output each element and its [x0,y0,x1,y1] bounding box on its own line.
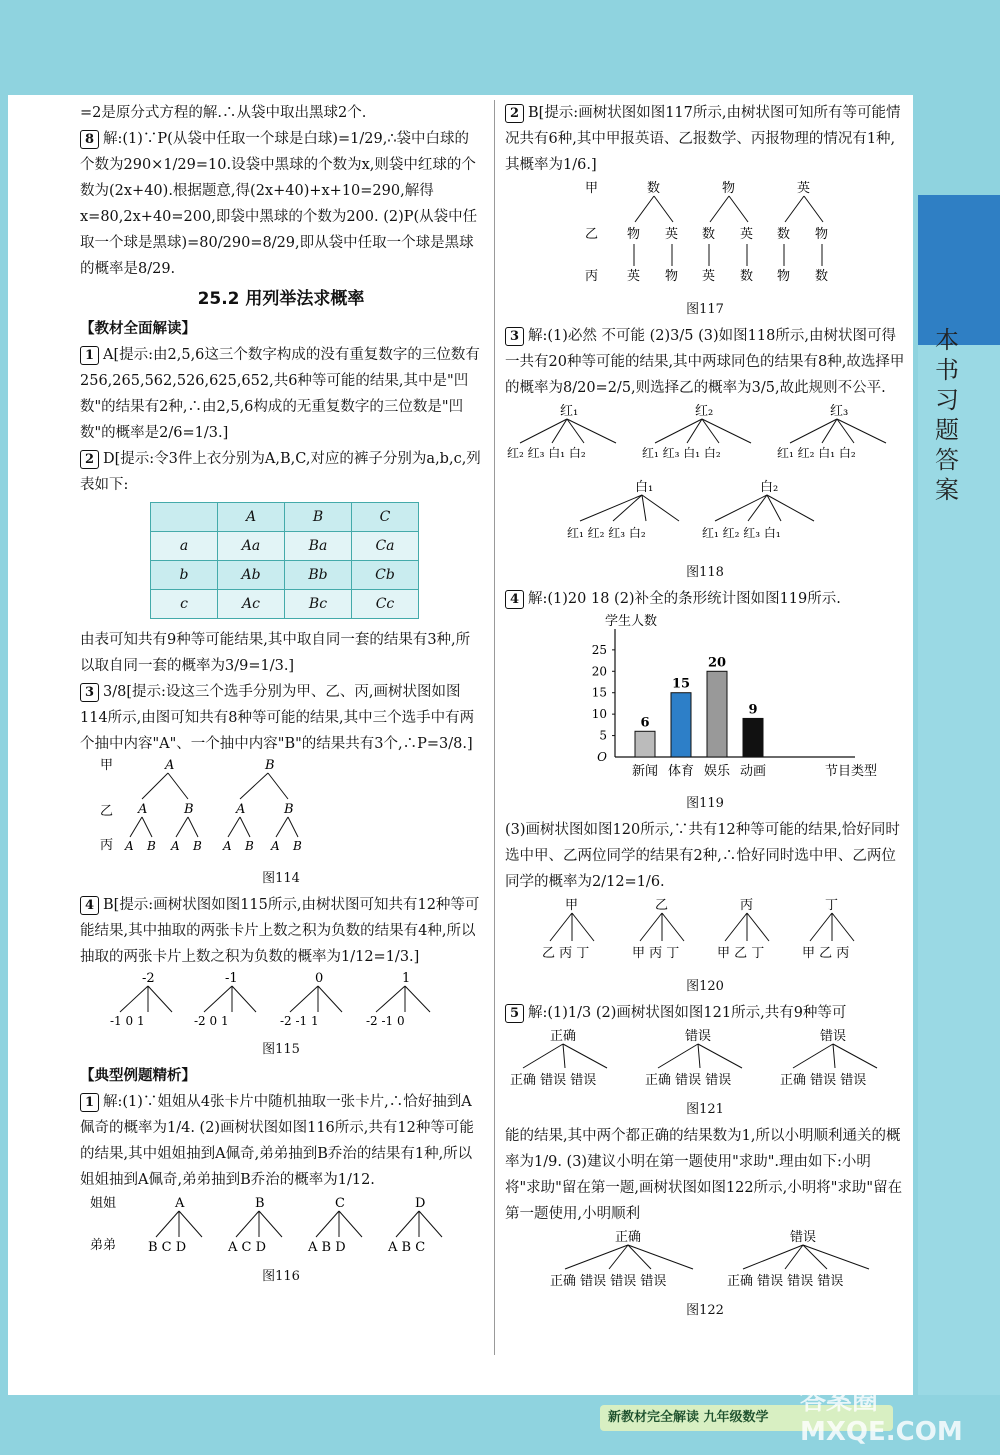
table-cell: a [151,532,218,561]
table-cell: Cc [352,590,419,619]
y-tick-label: 5 [599,728,607,743]
bar-value-label: 20 [707,655,727,671]
table-cell: Ab [218,561,285,590]
table-cell: C [352,503,419,532]
svg-text:数: 数 [740,269,754,284]
left-column [80,100,482,1290]
svg-text:B: B [265,758,275,773]
svg-text:物: 物 [777,269,791,284]
fig-115-caption: 图115 [262,1042,300,1057]
table-cell: Bb [285,561,352,590]
svg-text:正确 错误 错误: 正确 错误 错误 [780,1073,867,1088]
svg-text:正确: 正确 [615,1230,642,1245]
svg-text:白₁: 白₁ [635,480,654,495]
svg-text:红₁ 红₂ 白₁ 白₂: 红₁ 红₂ 白₁ 白₂ [777,446,856,460]
tree-diagram-116 [80,1193,470,1255]
subheading-examples: 【典型例题精析】 [80,1068,196,1084]
table-row [151,590,419,619]
a2-block [80,446,482,498]
c4-block [505,586,905,612]
bar-value-label: 15 [671,676,691,692]
a1-block [80,342,482,446]
footer-banner: 新教材完全解读 九年级数学 [600,1405,893,1431]
svg-text:白₂: 白₂ [760,480,779,495]
table-cell: Cb [352,561,419,590]
x-axis-label: 节目类型 [825,764,878,779]
table-cell: Aa [218,532,285,561]
svg-text:红₂: 红₂ [695,404,714,419]
a3-block [80,679,482,757]
table-row [151,561,419,590]
table-cell: B [285,503,352,532]
svg-text:1: 1 [402,971,411,986]
category-label: 体育 [667,764,695,779]
table-cell: A [218,503,285,532]
svg-text:数: 数 [702,227,716,242]
svg-text:B: B [284,802,294,817]
svg-text:B: B [193,839,202,853]
svg-text:甲: 甲 [100,758,114,773]
c5-text-2: 能的结果,其中两个都正确的结果数为1,所以小明顺利通关的概率为1/9. (3)建议小明在第一题使用"求助".理由如下:小明将"求助"留在第一题,画树状图如图122所示,小明将"求助"留在第一题使用,小明顺利 [505,1128,903,1222]
svg-text:正确 错误 错误 错误: 正确 错误 错误 错误 [727,1274,844,1289]
c4-text: 解:(1)20 18 (2)补全的条形统计图如图119所示. [528,591,841,607]
svg-text:英: 英 [740,227,754,242]
c3-number: 3 [505,327,524,346]
a2-after-text: 由表可知共有9种等可能结果,其中取自同一套的结果有3种,所以取自同一套的概率为3/9=1/3.] [80,632,471,674]
bar [671,693,691,757]
b1-block [80,1089,482,1193]
fig-119-caption: 图119 [686,796,724,811]
b1-text: 解:(1)∵姐姐从4张卡片中随机抽取一张卡片,∴恰好抽到A佩奇的概率为1/4. (2)画树状图如图116所示,共有12种等可能的结果,其中姐姐抽到A佩奇,弟弟抽到B乔治的结果有1种,所以姐姐抽到A佩奇,弟弟抽到B乔治的概率为1/12. [80,1094,474,1188]
table-row [151,532,419,561]
svg-text:甲 乙 丙: 甲 乙 丙 [802,946,850,961]
subheading-textbook: 【教材全面解读】 [80,321,196,337]
svg-text:丙: 丙 [100,838,114,853]
svg-text:乙: 乙 [100,804,114,819]
svg-text:物: 物 [815,227,829,242]
tree-diagram-118 [505,401,905,551]
svg-text:乙: 乙 [655,898,669,913]
svg-text:-2 0 1: -2 0 1 [194,1014,229,1028]
y-tick-label: 25 [591,642,607,657]
svg-text:A: A [236,802,246,817]
svg-text:-2: -2 [142,971,155,986]
table-cell: Ba [285,532,352,561]
c4-number: 4 [505,590,524,609]
column-divider [494,100,495,1355]
c2-text: B[提示:画树状图如图117所示,由树状图可知所有等可能情况共有6种,其中甲报英语、乙报数学、丙报物理的情况有1种,其概率为1/6.] [505,105,901,173]
watermark-logo: 答案圈 MXQE.COM [800,1386,963,1447]
y-tick-label: 15 [591,685,607,700]
svg-text:-1: -1 [225,971,238,986]
fig-116-caption: 图116 [262,1269,300,1284]
category-label: 动画 [739,764,767,779]
svg-text:-2 -1 0: -2 -1 0 [366,1014,405,1028]
table-cell: Ac [218,590,285,619]
table-cell [151,503,218,532]
svg-text:-2 -1 1: -2 -1 1 [280,1014,319,1028]
svg-text:C: C [335,1196,345,1211]
svg-text:B: B [245,839,254,853]
y-axis-label: 学生人数 [605,614,658,629]
fig-121-caption: 图121 [686,1102,724,1117]
svg-text:-1 0 1: -1 0 1 [110,1014,145,1028]
svg-text:B: B [147,839,156,853]
a4-block [80,892,482,970]
svg-text:A C D: A C D [228,1240,267,1255]
svg-text:数: 数 [647,181,661,196]
svg-text:甲 丙 丁: 甲 丙 丁 [632,946,680,961]
c5-text: 解:(1)1/3 (2)画树状图如图121所示,共有9种等可 [528,1005,847,1021]
svg-text:姐姐: 姐姐 [90,1196,117,1211]
svg-text:红₁: 红₁ [560,404,579,419]
svg-text:A B D: A B D [308,1240,346,1255]
a2-text: D[提示:令3件上衣分别为A,B,C,对应的裤子分别为a,b,c,列表如下: [80,451,481,493]
fig-114-caption: 图114 [262,871,300,886]
fig-118-caption: 图118 [686,565,724,580]
c3-text: 解:(1)必然 不可能 (2)3/5 (3)如图118所示,由树状图可得一共有20种等可能的结果,其中两球同色的结果有8种,故选择甲的概率为8/20=2/5,则选择乙的概率为3/5,故此规则不公平. [505,328,905,396]
svg-text:正确 错误 错误: 正确 错误 错误 [645,1073,732,1088]
svg-text:英: 英 [627,269,641,284]
svg-text:A B C: A B C [388,1240,426,1255]
bar-chart-119 [505,612,905,782]
svg-text:乙 丙 丁: 乙 丙 丁 [542,946,590,961]
svg-text:乙: 乙 [585,227,599,242]
category-label: 娱乐 [703,764,731,779]
y-tick-label: O [597,750,607,764]
a4-text: B[提示:画树状图如图115所示,由树状图可知共有12种等可能结果,其中抽取的两张卡片上数之积为负数的结果有4种,所以抽取的两张卡片上数之积为负数的概率为1/12=1/3.] [80,897,480,965]
q8-number: 8 [80,130,99,149]
svg-text:A: A [271,839,280,853]
tree-diagram-122 [505,1227,905,1289]
b1-number: 1 [80,1093,99,1112]
svg-text:英: 英 [797,181,811,196]
svg-text:红₁ 红₂ 红₃ 白₂: 红₁ 红₂ 红₃ 白₂ [567,526,646,540]
svg-text:A: A [175,1196,185,1211]
table-cell: Ca [352,532,419,561]
svg-text:丙: 丙 [740,898,754,913]
svg-text:B: B [293,839,302,853]
svg-text:A: A [223,839,232,853]
svg-text:数: 数 [777,227,791,242]
a1-text: A[提示:由2,5,6这三个数字构成的没有重复数字的三位数有256,265,562,526,625,652,共6种等可能的结果,其中是"凹数"的结果有2种,∴由2,5,6构成的无重复数字的三位数是"凹数"的概率是2/6=1/3.] [80,347,480,441]
tree-diagram-115 [80,970,470,1028]
svg-text:错误: 错误 [820,1029,847,1044]
svg-text:B: B [255,1196,265,1211]
c5-number: 5 [505,1004,524,1023]
q8-block [80,126,482,282]
y-tick-label: 20 [591,664,607,679]
c2-block [505,100,905,178]
svg-text:错误: 错误 [685,1029,712,1044]
svg-text:丁: 丁 [825,898,839,913]
svg-text:甲: 甲 [565,898,579,913]
category-label: 新闻 [631,764,659,779]
svg-text:正确: 正确 [550,1029,577,1044]
a3-text: 3/8[提示:设这三个选手分别为甲、乙、丙,画树状图如图114所示,由图可知共有8种等可能的结果,其中三个选手中有两个抽中内容"A"、一个抽中内容"B"的结果共有3个,∴P=3/8.] [80,684,475,752]
svg-text:英: 英 [702,269,716,284]
bar-value-label: 6 [640,715,650,731]
tree-diagram-120 [505,895,905,965]
svg-text:正确 错误 错误: 正确 错误 错误 [510,1073,597,1088]
svg-text:D: D [415,1196,426,1211]
c2-number: 2 [505,104,524,123]
table-header-row [151,503,419,532]
svg-text:数: 数 [815,269,829,284]
tree-diagram-117 [505,178,895,288]
svg-text:物: 物 [665,269,679,284]
fig-122-caption: 图122 [686,1303,724,1318]
svg-text:B: B [184,802,194,817]
svg-text:英: 英 [665,227,679,242]
svg-text:A: A [125,839,134,853]
q8-text: 解:(1)∵P(从袋中任取一个球是白球)=1/29,∴袋中白球的个数为290×1/29=10.设袋中黑球的个数为x,则袋中红球的个数为(2x+40).根据题意,得(2x+40)+x+10=290,解得x=80,2x+40=200,即袋中黑球的个数为200. (2)P(从袋中任取一个球是黑球)=80/290=8/29,即从袋中任取一个球是黑球的概率是8/29. [80,131,478,277]
side-tab-label: 本书习题答案 [935,326,959,504]
svg-text:正确 错误 错误 错误: 正确 错误 错误 错误 [550,1274,667,1289]
svg-text:红₂ 红₃ 白₁ 白₂: 红₂ 红₃ 白₁ 白₂ [507,446,586,460]
svg-text:A: A [138,802,148,817]
table-cell: Bc [285,590,352,619]
outfit-table [150,502,419,619]
fig-117-caption: 图117 [686,302,724,317]
svg-text:物: 物 [627,227,641,242]
svg-text:红₃: 红₃ [830,404,849,419]
side-tab-blue [918,195,1000,345]
tree-diagram-114 [80,757,380,857]
svg-text:红₁ 红₂ 红₃ 白₁: 红₁ 红₂ 红₃ 白₁ [702,526,781,540]
y-tick-label: 10 [591,707,607,722]
a2-number: 2 [80,450,99,469]
section-title: 25.2 用列举法求概率 [197,289,365,309]
tree-diagram-121 [505,1026,905,1088]
c5-block [505,1000,905,1026]
bar [707,671,727,757]
svg-text:0: 0 [315,971,324,986]
svg-text:A: A [171,839,180,853]
svg-text:丙: 丙 [585,269,599,284]
svg-text:红₁ 红₃ 白₁ 白₂: 红₁ 红₃ 白₁ 白₂ [642,446,721,460]
svg-text:B C D: B C D [148,1240,187,1255]
svg-text:甲 乙 丁: 甲 乙 丁 [717,946,765,961]
table-cell: b [151,561,218,590]
table-cell: c [151,590,218,619]
c4-text-2: (3)画树状图如图120所示,∵共有12种等可能的结果,恰好同时选中甲、乙两位同学的结果有2种,∴恰好同时选中甲、乙两位同学的概率为2/12=1/6. [505,822,900,890]
svg-text:甲: 甲 [585,181,599,196]
bar [743,718,763,757]
a1-number: 1 [80,346,99,365]
right-column [505,100,905,1324]
left-line-1: =2是原分式方程的解.∴从袋中取出黑球2个. [80,105,367,121]
a3-number: 3 [80,683,99,702]
svg-text:物: 物 [722,181,736,196]
a4-number: 4 [80,896,99,915]
svg-text:错误: 错误 [790,1230,817,1245]
bar-value-label: 9 [748,702,758,718]
svg-text:弟弟: 弟弟 [90,1238,117,1253]
fig-120-caption: 图120 [686,979,724,994]
c3-block [505,323,905,401]
bar [635,731,655,757]
svg-text:A: A [165,758,175,773]
